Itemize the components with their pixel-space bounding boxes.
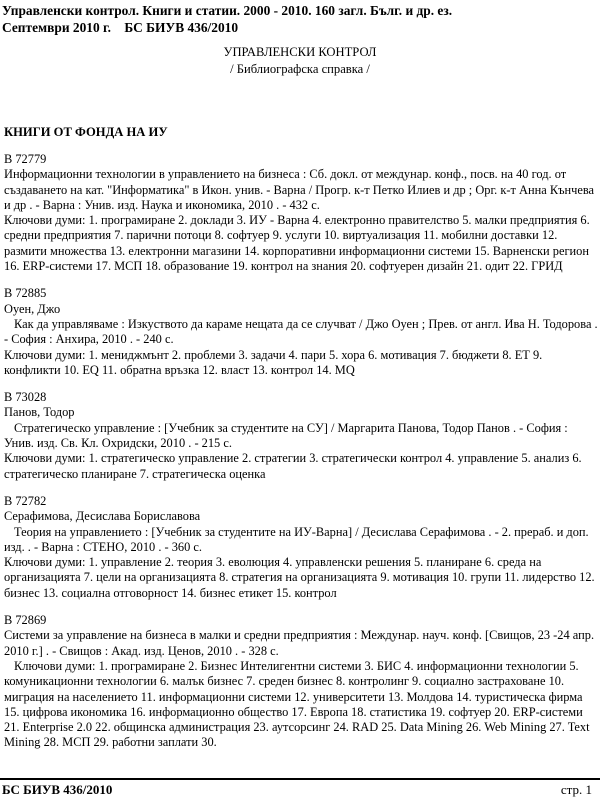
bibliography-entry [4,390,598,482]
document-header [2,2,598,36]
header-line-2: Септември 2010 г. БС БИУВ 436/2010 [2,20,239,35]
entry-author: Серафимова, Десислава Бориславова [4,509,201,524]
entry-code: В 72885 [4,286,47,301]
entry-description: Теория на управлението : [Учебник за студентите на ИУ-Варна] / Десислава Серафимова . - 2. прераб. и доп. изд. . - Варна : СТЕНО, 2010 . - 360 с. [4,524,589,554]
entry-description: Информационни технологии в управлението на бизнеса : Сб. докл. от междунар. конф., посв. на 40 год. от създаването на кат. "Информатика" в Икон. унив. - Варна / Прогр. к-т Петко Илиев и др ; Орг. к-т Анна Кънчева и др . - Варна : Унив. изд. Наука и икономика, 2010 . - 432 с. [4,167,595,212]
document-title: УПРАВЛЕНСКИ КОНТРОЛ [223,45,377,59]
entry-description: Стратегическо управление : [Учебник за студентите на СУ] / Маргарита Панова, Тодор Панов . - София : Унив. изд. Св. Кл. Охридски, 2010 . - 215 с. [4,420,568,451]
section-heading: КНИГИ ОТ ФОНДА НА ИУ [4,125,168,139]
entry-code: В 72782 [4,493,47,508]
bibliography-entry [4,286,598,378]
bibliography-entry [4,494,598,601]
entry-author: Панов, Тодор [4,405,75,420]
entry-keywords: Ключови думи: 1. програмиране 2. Бизнес Интелигентни системи 3. БИС 4. информационни технологии 5. комуникационни технологии 6. малък бизнес 7. среден бизнес 8. контролинг 9. социално застраховане 10. миграция на населението 11. информационни системи 12. университети 13. Молдова 14. туристическа фирма 15. цифрова икономика 16. информационно общество 17. Европа 18. статистика 19. софтуер 20. ERP-системи 21. Enterprise 2.0 22. общинска администрация 23. аутсорсинг 24. RAD 25. Data Mining 26. Web Mining 27. Text Mining 28. МСП 29. работни заплати 30. [4,658,590,750]
page-number: стр. 1 [560,782,592,797]
entry-code: В 73028 [4,390,47,405]
entry-keywords: Ключови думи: 1. управление 2. теория 3. еволюция 4. управленски решения 5. планиране 6. среда на организацията 7. цели на организацията 8. стратегия на организацията 9. мотивация 10. групи 11. лидерство 12. бизнес 13. социална отговорност 14. бизнес етикет 15. контрол [4,555,595,600]
footer-reference: БС БИУВ 436/2010 [2,782,113,797]
bibliography-entry [4,613,598,751]
document-footer [0,782,600,798]
entry-keywords: Ключови думи: 1. програмиране 2. доклади 3. ИУ - Варна 4. електронно правителство 5. малки предприятия 6. средни предприятия 7. парични потоци 8. софтуер 9. услуги 10. виртуализация 11. мобилни доставки 12. размити множества 13. електронни магазини 14. корпоративни информационни системи 15. Варненски регион 16. ERP-системи 17. МСП 18. образование 19. контрол на знания 20. софтуерен дизайн 21. одит 22. ГРИД [4,213,590,274]
header-line-1: Управленски контрол. Книги и статии. 2000 - 2010. 160 загл. Бълг. и др. ез. [2,3,453,18]
entries-list [4,152,598,763]
entry-keywords: Ключови думи: 1. мениджмънт 2. проблеми 3. задачи 4. пари 5. хора 6. мотивация 7. бюджети 8. ЕТ 9. конфликти 10. EQ 11. обратна връзка 12. власт 13. контрол 14. MQ [4,347,543,377]
document-subtitle: / Библиографска справка / [230,62,370,76]
entry-code: В 72869 [4,613,47,628]
entry-keywords: Ключови думи: 1. стратегическо управление 2. стратегии 3. стратегически контрол 4. управление 5. анализ 6. стратегическо планиране 7. стратегическа оценка [4,451,582,481]
entry-author: Оуен, Джо [4,301,61,316]
bibliography-entry [4,152,598,274]
entry-code: В 72779 [4,152,47,166]
footer-divider [0,778,600,780]
entry-description: Как да управляваме : Изкуството да караме нещата да се случват / Джо Оуен ; Прев. от англ. Ива Н. Тодорова . - София : Анхира, 2010 . - 240 с. [4,316,598,347]
entry-description: Системи за управление на бизнеса в малки и средни предприятия : Междунар. науч. конф. [Свищов, 23 -24 апр. 2010 г.] . - Свищов : Акад. изд. Ценов, 2010 . - 328 с. [4,628,595,658]
